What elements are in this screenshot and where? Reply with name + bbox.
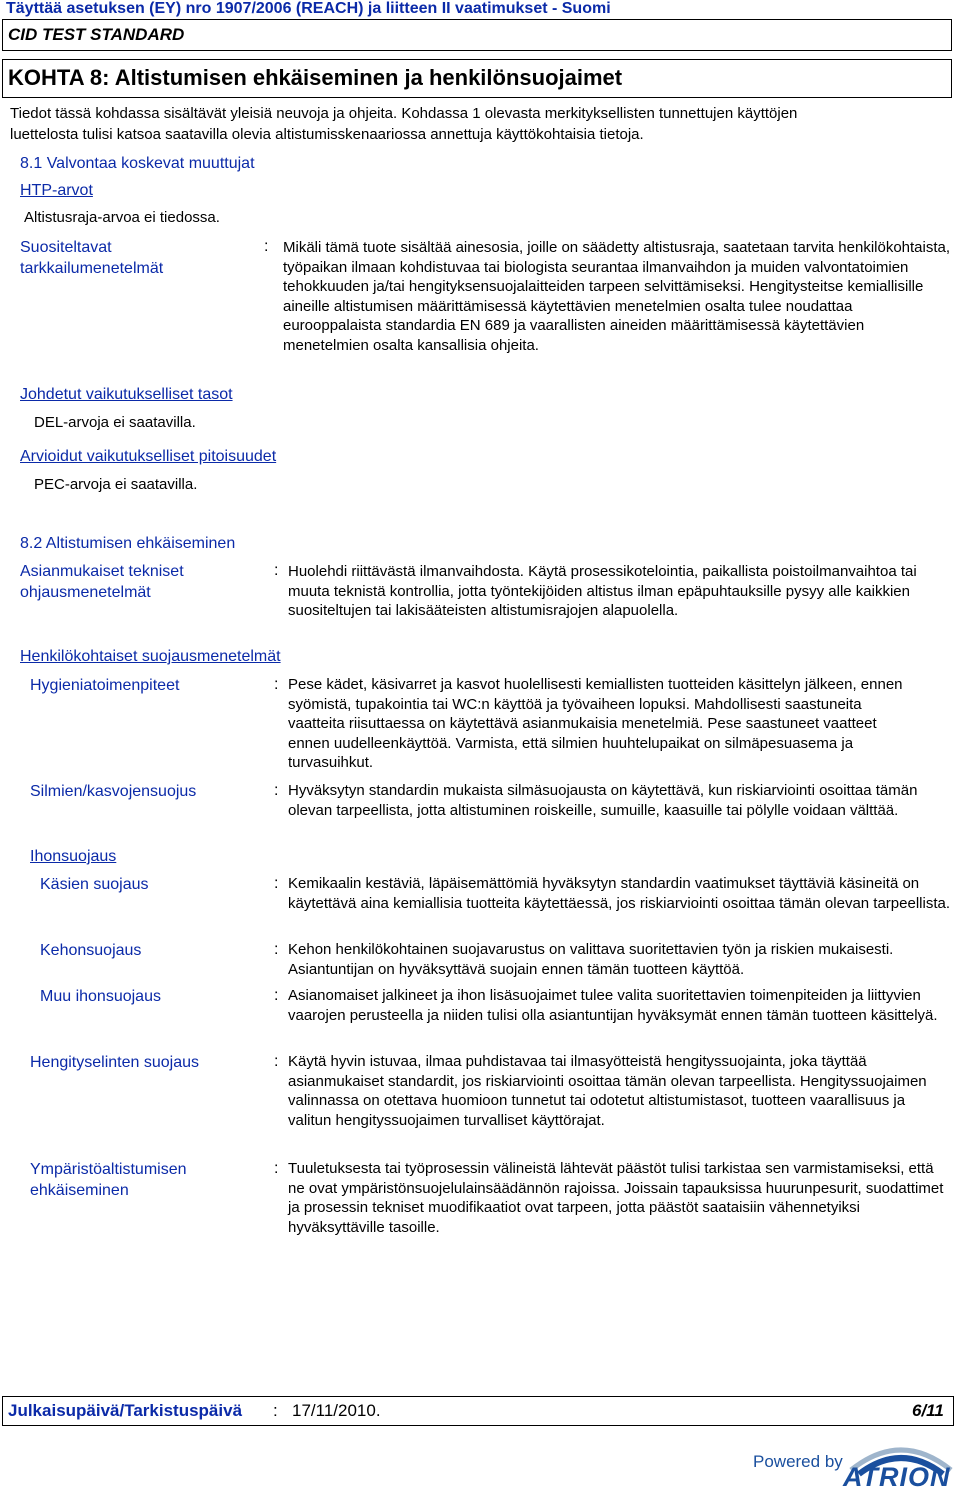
atrion-logo-text: ATRION — [843, 1462, 951, 1492]
htp-heading: HTP-arvot — [20, 182, 93, 199]
hygiene-colon: : — [274, 676, 279, 693]
environmental-exposure-label: Ympäristöaltistumisen ehkäiseminen — [30, 1161, 187, 1199]
intro-line-2: luettelosta tulisi katsoa saatavilla olevia altistumisskenaariossa annettuja käyttökohtaisia tietoja. — [10, 126, 644, 143]
page-number: 6/11 — [912, 1401, 944, 1420]
hand-protection-value: Kemikaalin kestäviä, läpäisemättömiä hyväksytyn standardin vaatimukset täyttäviä käsineitä on käytettävä aina kemiallisia tuotteita käytettäessä, jos riskiarviointi osoittaa tämän olevan tarpeellista. — [288, 875, 950, 912]
hygiene-value: Pese kädet, käsivarret ja kasvot huolellisesti kemiallisten tuotteiden käsittelyn jälkeen, ennen syömistä, tupakointia tai WC:n käyttöä ja työvaiheen lopuksi. Mahdollisesti saastuneita vaatteita riisuttaessa on käytettävä asianmukaisia menetelmiä. Pese saastuneet vaatteet ennen uudelleenkäyttöä. Varmista, että silmien huuhtelupaikat on silmäpesuasema ja turvasuihkut. — [288, 676, 903, 772]
del-text: DEL-arvoja ei saatavilla. — [34, 414, 196, 431]
respiratory-colon: : — [274, 1053, 279, 1070]
environmental-colon: : — [274, 1160, 279, 1177]
eye-protection-label: Silmien/kasvojensuojus — [30, 783, 197, 800]
hygiene-label: Hygieniatoimenpiteet — [30, 677, 180, 694]
environmental-exposure-value: Tuuletuksesta tai työprosessin välineistä lähtevät päästöt tulisi tarkistaa sen varmistamiseksi, että ne ovat ympäristönsuojelulainsäädännön rajoissa. Joissain tapauksissa huurunpesurit, suodattimet ja prosessin tekniset muodifikaatiot ovat tarpeen, jotta päästöt saataisiin vähennetyiksi hyväksyttäville tasoille. — [288, 1160, 944, 1236]
engineering-colon: : — [274, 562, 279, 579]
other-colon: : — [274, 987, 279, 1004]
powered-by-text: Powered by — [753, 1452, 843, 1471]
htp-text: Altistusraja-arvoa ei tiedossa. — [24, 209, 220, 226]
subsection-8-2-heading: 8.2 Altistumisen ehkäiseminen — [20, 535, 236, 552]
body-colon: : — [274, 941, 279, 958]
subsection-8-1-heading: 8.1 Valvontaa koskevat muuttujat — [20, 155, 255, 172]
monitoring-value: Mikäli tämä tuote sisältää ainesosia, joille on säädetty altistusraja, saatetaan tarvita henkilökohtaista, työpaikan ilmaan kohdistuvaa tai biologista seurantaa ilmanvaihdon ja muiden valvontatoimien tehokkuuden ja/tai hengityksensuojalaitteiden tarpeen selvittämiseksi. Hengitysteitse kemiallisille aineille altistumisen määrittämisessä käytettävien menetelmien osalta tulee noudattaa eurooppalaista standardia EN 689 ja vaarallisten aineiden määrittämisessä käytettävien menetelmien osalta kansallisia ohjeita. — [283, 239, 951, 354]
other-skin-protection-label: Muu ihonsuojaus — [40, 988, 161, 1005]
other-skin-protection-value: Asianomaiset jalkineet ja ihon lisäsuojaimet tulee valita suoritettavien toimenpiteiden ja liittyvien vaarojen perusteella ja niiden tulisi olla asiantuntijan hyväksymät ennen tämän tuotteen käsittelyä. — [288, 987, 938, 1024]
document-header-title: Täyttää asetuksen (EY) nro 1907/2006 (REACH) ja liitteen II vaatimukset - Suomi — [6, 0, 611, 17]
hand-colon: : — [274, 875, 279, 892]
hand-protection-label: Käsien suojaus — [40, 876, 149, 893]
monitoring-label: Suositeltavat tarkkailumenetelmät — [20, 239, 164, 277]
eye-colon: : — [274, 782, 279, 799]
section-title: KOHTA 8: Altistumisen ehkäiseminen ja henkilönsuojaimet — [8, 65, 623, 90]
skin-protection-heading: Ihonsuojaus — [30, 848, 117, 865]
del-heading: Johdetut vaikutukselliset tasot — [20, 386, 233, 403]
footer-date-label: Julkaisupäivä/Tarkistuspäivä — [8, 1401, 243, 1420]
eye-protection-value: Hyväksytyn standardin mukaista silmäsuojausta on käytettävä, kun riskiarviointi osoittaa tämän olevan tarpeellista, jotta altistuminen roiskeille, sumuille, kaasuille tai pölylle voidaan välttää. — [288, 782, 918, 819]
body-protection-label: Kehonsuojaus — [40, 942, 142, 959]
engineering-controls-label: Asianmukaiset tekniset ohjausmenetelmät — [20, 563, 184, 601]
monitoring-colon: : — [264, 238, 269, 255]
pec-heading: Arvioidut vaikutukselliset pitoisuudet — [20, 448, 277, 465]
body-protection-value: Kehon henkilökohtainen suojavarustus on valittava suoritettavien työn ja riskien mukaisesti. Asiantuntijan on hyväksyttävä suojain ennen tämän tuotteen käyttöä. — [288, 941, 894, 978]
standard-name: CID TEST STANDARD — [8, 25, 185, 44]
ppe-heading: Henkilökohtaiset suojausmenetelmät — [20, 648, 281, 665]
respiratory-protection-label: Hengityselinten suojaus — [30, 1054, 199, 1071]
engineering-controls-value: Huolehdi riittävästä ilmanvaihdosta. Käytä prosessikotelointia, paikallista poistoilmanvaihtoa tai muuta teknistä kontrollia, jotta työntekijöiden altistus ilman epäpuhtauksille pysyy alle kaikkien suositeltujen tai lakisääteisten altistumisrajojen alapuolella. — [288, 563, 917, 620]
intro-line-1: Tiedot tässä kohdassa sisältävät yleisiä neuvoja ja ohjeita. Kohdassa 1 olevasta merkityksellisten tunnettujen käyttöjen — [10, 105, 798, 122]
footer-date: 17/11/2010. — [292, 1401, 381, 1420]
footer-colon: : — [273, 1401, 278, 1420]
pec-text: PEC-arvoja ei saatavilla. — [34, 476, 198, 493]
respiratory-protection-value: Käytä hyvin istuvaa, ilmaa puhdistavaa tai ilmasyötteistä hengityssuojainta, joka täyttää asianmukaiset standardit, jos riskiarviointi osoittaa tämän olevan tarpeellista. Hengityssuojaimen valinnassa on otettava huomioon tunnetut tai odotetut altistumistasot, tuotteen vaarallisuus ja valitun hengityssuojaimen turvalliset käyttörajat. — [288, 1053, 927, 1129]
